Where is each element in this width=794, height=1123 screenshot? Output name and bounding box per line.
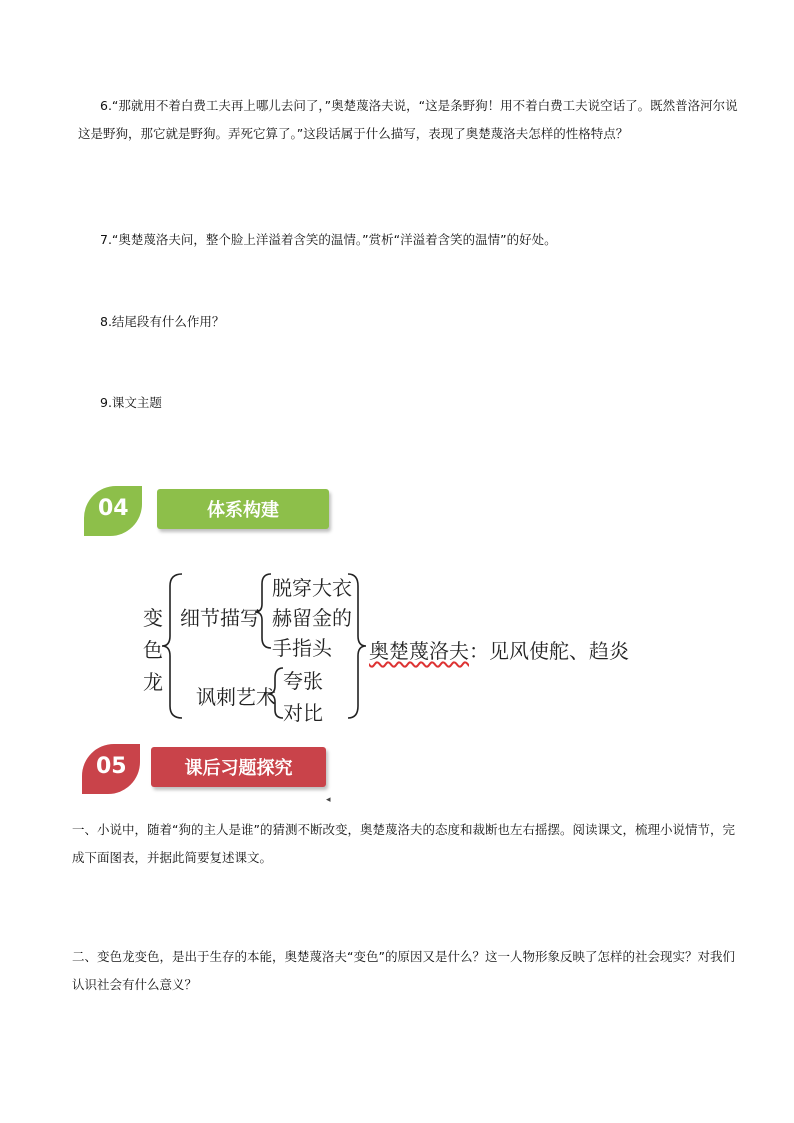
exercise-1: 一、小说中，随着“狗的主人是谁”的猜测不断改变，奥楚蔑洛夫的态度和裁断也左右摇摆。阅读课文，梳理小说情节，完成下面图表，并据此简要复述课文。 xyxy=(72,822,735,865)
root-brace xyxy=(162,574,182,718)
question-7: 7.“奥楚蔑洛夫问，整个脸上洋溢着含笑的温情。”赏析“洋溢着含笑的温情”的好处。 xyxy=(100,232,557,247)
section-05-title: 课后习题探究 xyxy=(151,747,326,787)
cursor-marker: ◂ xyxy=(326,795,331,805)
diagram-conclusion-rest: ：见风使舵、趋炎 xyxy=(469,639,629,663)
diagram-satire-item-2: 对比 xyxy=(283,701,323,725)
question-6: 6.“那就用不着白费工夫再上哪儿去问了，”奥楚蔑洛夫说，“这是条野狗！用不着白费工夫说空话了。既然普洛河尔说这是野狗，那它就是野狗。弄死它算了。”这段话属于什么描写，表现了奥楚蔑洛夫怎样的性格特点？ xyxy=(78,98,738,141)
diagram-conclusion xyxy=(369,635,629,664)
diagram-detail-item-2: 赫留金的 xyxy=(272,606,352,630)
diagram-detail-item-1: 脱穿大衣 xyxy=(272,576,352,600)
section-05-number: 05 xyxy=(96,754,127,779)
diagram-root-char-3: 龙 xyxy=(143,670,163,694)
diagram-branch-satire: 讽刺艺术 xyxy=(196,685,276,709)
section-04-number: 04 xyxy=(98,496,129,521)
question-8: 8.结尾段有什么作用？ xyxy=(100,314,225,329)
section-04-title: 体系构建 xyxy=(157,489,329,529)
diagram-branch-detail: 细节描写 xyxy=(180,606,260,630)
diagram-detail-item-3: 手指头 xyxy=(272,636,332,660)
exercise-2: 二、变色龙变色，是出于生存的本能，奥楚蔑洛夫“变色”的原因又是什么？这一人物形象反映了怎样的社会现实？对我们认识社会有什么意义？ xyxy=(72,949,735,992)
diagram-satire-item-1: 夸张 xyxy=(283,669,323,693)
question-9: 9.课文主题 xyxy=(100,395,162,410)
diagram-root-char-2: 色 xyxy=(143,638,163,662)
diagram-root-char-1: 变 xyxy=(143,606,163,630)
diagram-conclusion-name: 奥楚蔑洛夫 xyxy=(369,639,469,663)
